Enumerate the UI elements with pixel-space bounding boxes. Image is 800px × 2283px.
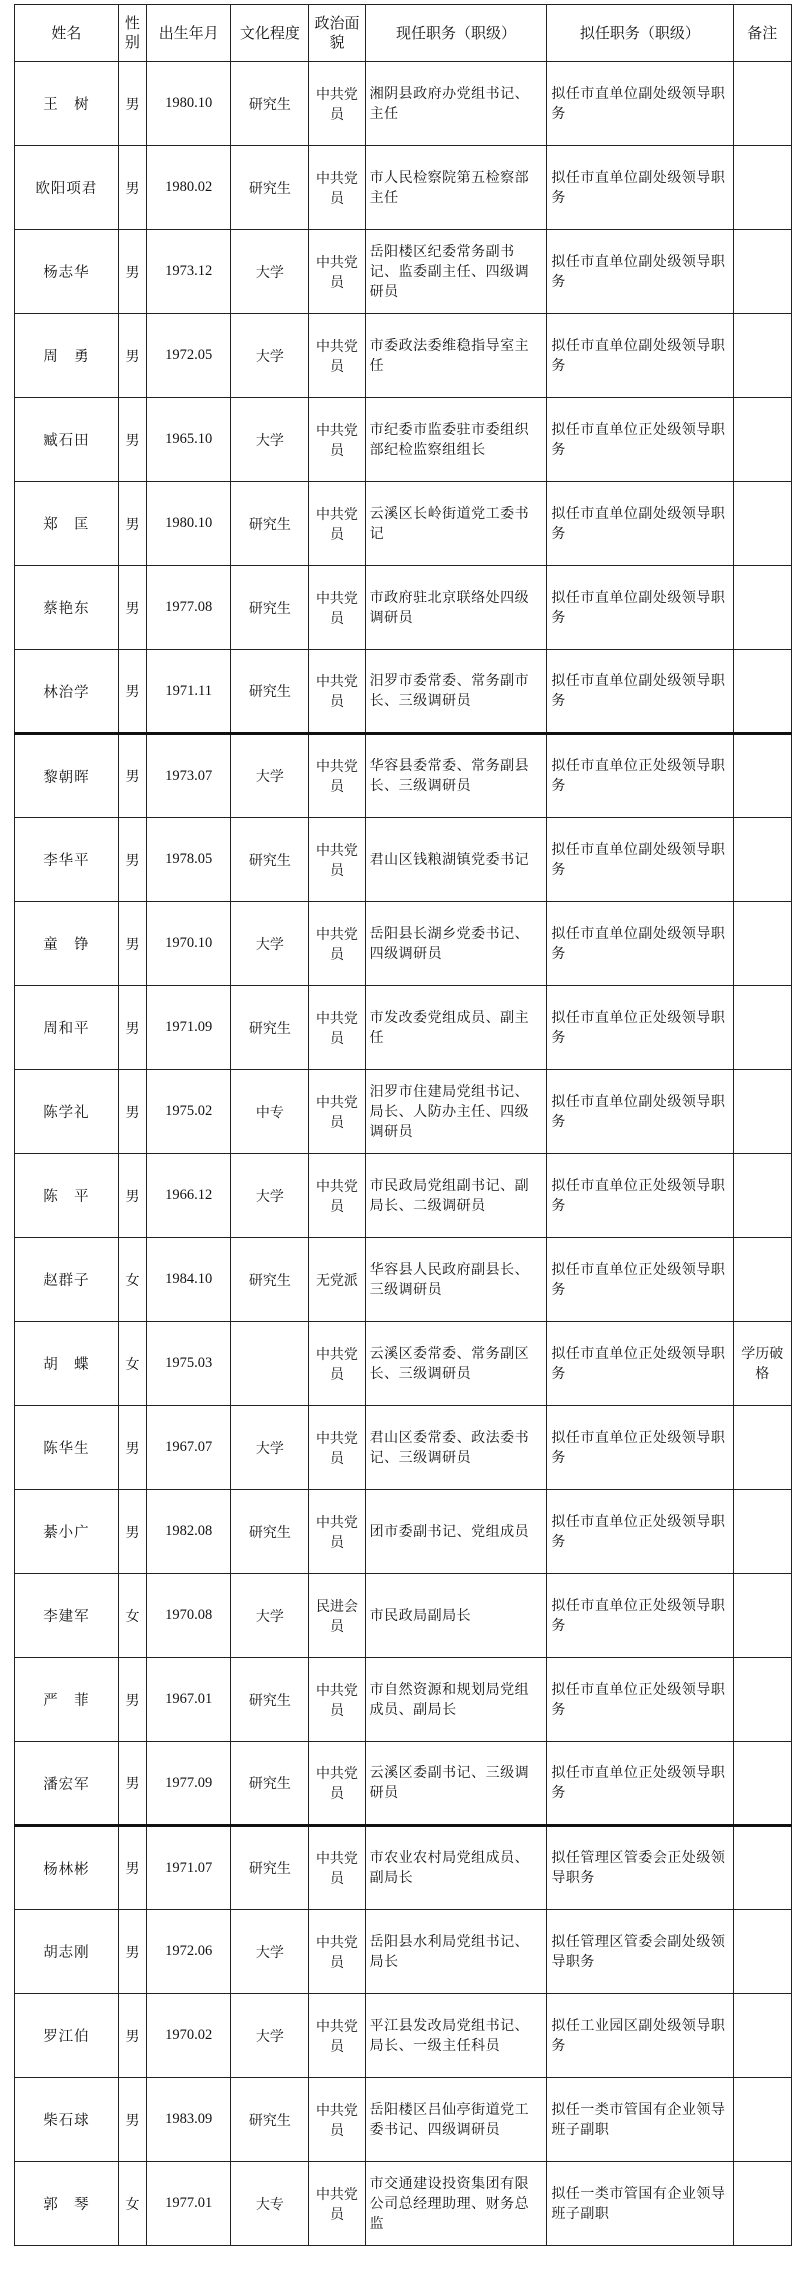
cell-proposed-post: 拟任市直单位副处级领导职务	[547, 482, 733, 566]
cell-note	[733, 986, 792, 1070]
table-row	[15, 146, 792, 230]
cell-politics: 中共党员	[309, 314, 365, 398]
cell-gender: 男	[118, 902, 146, 986]
cell-note	[733, 1910, 792, 1994]
cell-current-post: 市民政局副局长	[365, 1574, 547, 1658]
cell-education: 大学	[231, 1406, 309, 1490]
table-row	[15, 734, 792, 818]
cell-politics: 中共党员	[309, 1490, 365, 1574]
cell-education: 大学	[231, 1994, 309, 2078]
cell-proposed-post: 拟任市直单位副处级领导职务	[547, 230, 733, 314]
cell-proposed-post: 拟任市直单位副处级领导职务	[547, 650, 733, 734]
cell-politics: 中共党员	[309, 902, 365, 986]
cell-note	[733, 62, 792, 146]
cell-current-post: 华容县委常委、常务副县长、三级调研员	[365, 734, 547, 818]
cell-education: 研究生	[231, 818, 309, 902]
cell-politics: 中共党员	[309, 1322, 365, 1406]
table-row	[15, 230, 792, 314]
cell-politics: 中共党员	[309, 62, 365, 146]
cell-birth: 1970.10	[147, 902, 231, 986]
cell-gender: 男	[118, 230, 146, 314]
table-row	[15, 62, 792, 146]
table-row	[15, 566, 792, 650]
cell-note	[733, 1826, 792, 1910]
cell-education: 研究生	[231, 482, 309, 566]
cell-name: 李华平	[15, 818, 119, 902]
cell-education: 大学	[231, 1574, 309, 1658]
table-row	[15, 1490, 792, 1574]
cell-proposed-post: 拟任市直单位副处级领导职务	[547, 314, 733, 398]
cell-education: 大学	[231, 1910, 309, 1994]
cell-politics: 中共党员	[309, 1658, 365, 1742]
cell-name: 蔡艳东	[15, 566, 119, 650]
cell-gender: 女	[118, 2162, 146, 2246]
cell-proposed-post: 拟任市直单位正处级领导职务	[547, 734, 733, 818]
cell-note	[733, 818, 792, 902]
cell-education: 大学	[231, 398, 309, 482]
cell-birth: 1971.07	[147, 1826, 231, 1910]
table-row	[15, 1826, 792, 1910]
table-row	[15, 314, 792, 398]
cell-birth: 1978.05	[147, 818, 231, 902]
cell-current-post: 湘阴县政府办党组书记、主任	[365, 62, 547, 146]
cell-current-post: 市纪委市监委驻市委组织部纪检监察组组长	[365, 398, 547, 482]
cell-note	[733, 1238, 792, 1322]
cell-birth: 1984.10	[147, 1238, 231, 1322]
cell-politics: 中共党员	[309, 566, 365, 650]
cell-note	[733, 1574, 792, 1658]
cell-gender: 男	[118, 146, 146, 230]
table-row	[15, 650, 792, 734]
cell-birth: 1971.11	[147, 650, 231, 734]
cell-education: 研究生	[231, 986, 309, 1070]
cell-proposed-post: 拟任一类市管国有企业领导班子副职	[547, 2162, 733, 2246]
cell-note	[733, 1070, 792, 1154]
cell-name: 杨林彬	[15, 1826, 119, 1910]
cell-note	[733, 1406, 792, 1490]
table-row	[15, 1658, 792, 1742]
table-row	[15, 398, 792, 482]
cell-current-post: 华容县人民政府副县长、三级调研员	[365, 1238, 547, 1322]
cell-education: 研究生	[231, 2078, 309, 2162]
header-birth: 出生年月	[147, 5, 231, 62]
cell-note	[733, 398, 792, 482]
cell-politics: 中共党员	[309, 1406, 365, 1490]
header-note: 备注	[733, 5, 792, 62]
header-current-post: 现任职务（职级）	[365, 5, 547, 62]
cell-birth: 1977.08	[147, 566, 231, 650]
cell-current-post: 市委政法委维稳指导室主任	[365, 314, 547, 398]
cell-gender: 男	[118, 398, 146, 482]
cell-birth: 1980.10	[147, 482, 231, 566]
cell-politics: 中共党员	[309, 650, 365, 734]
cell-politics: 中共党员	[309, 482, 365, 566]
cell-note	[733, 1742, 792, 1826]
cell-birth: 1967.01	[147, 1658, 231, 1742]
cell-proposed-post: 拟任市直单位正处级领导职务	[547, 986, 733, 1070]
table-row	[15, 2162, 792, 2246]
cell-birth: 1980.02	[147, 146, 231, 230]
table-row	[15, 1742, 792, 1826]
cell-gender: 男	[118, 1070, 146, 1154]
cell-name: 陈 平	[15, 1154, 119, 1238]
cell-current-post: 平江县发改局党组书记、局长、一级主任科员	[365, 1994, 547, 2078]
cell-politics: 中共党员	[309, 1154, 365, 1238]
cell-proposed-post: 拟任市直单位副处级领导职务	[547, 146, 733, 230]
table-row	[15, 818, 792, 902]
cell-note	[733, 1154, 792, 1238]
cell-note	[733, 2162, 792, 2246]
cell-current-post: 团市委副书记、党组成员	[365, 1490, 547, 1574]
cell-politics: 中共党员	[309, 1742, 365, 1826]
cell-politics: 中共党员	[309, 1910, 365, 1994]
cell-gender: 男	[118, 986, 146, 1070]
cell-gender: 男	[118, 1658, 146, 1742]
cell-note	[733, 566, 792, 650]
cell-gender: 男	[118, 1154, 146, 1238]
cell-current-post: 岳阳楼区吕仙亭街道党工委书记、四级调研员	[365, 2078, 547, 2162]
cell-name: 胡志刚	[15, 1910, 119, 1994]
cell-current-post: 岳阳县长湖乡党委书记、四级调研员	[365, 902, 547, 986]
cell-gender: 男	[118, 1490, 146, 1574]
cell-note	[733, 1490, 792, 1574]
cell-education: 研究生	[231, 566, 309, 650]
cell-gender: 男	[118, 734, 146, 818]
cell-proposed-post: 拟任市直单位正处级领导职务	[547, 398, 733, 482]
cell-note	[733, 482, 792, 566]
cell-proposed-post: 拟任市直单位正处级领导职务	[547, 1406, 733, 1490]
cell-education: 研究生	[231, 1742, 309, 1826]
cell-proposed-post: 拟任市直单位正处级领导职务	[547, 1238, 733, 1322]
cell-education: 大学	[231, 1154, 309, 1238]
cell-birth: 1972.06	[147, 1910, 231, 1994]
cell-proposed-post: 拟任市直单位正处级领导职务	[547, 1658, 733, 1742]
cell-birth: 1967.07	[147, 1406, 231, 1490]
cell-note: 学历破格	[733, 1322, 792, 1406]
cell-birth: 1980.10	[147, 62, 231, 146]
cadre-roster-table	[14, 4, 792, 2246]
cell-name: 赵群子	[15, 1238, 119, 1322]
cell-current-post: 君山区钱粮湖镇党委书记	[365, 818, 547, 902]
cell-education: 研究生	[231, 1826, 309, 1910]
cell-gender: 女	[118, 1574, 146, 1658]
cell-name: 童 铮	[15, 902, 119, 986]
cell-education: 中专	[231, 1070, 309, 1154]
cell-gender: 男	[118, 1742, 146, 1826]
cell-birth: 1975.03	[147, 1322, 231, 1406]
cell-name: 郑 匡	[15, 482, 119, 566]
table-row	[15, 902, 792, 986]
cell-proposed-post: 拟任市直单位正处级领导职务	[547, 1154, 733, 1238]
table-row	[15, 2078, 792, 2162]
cell-note	[733, 734, 792, 818]
cell-politics: 中共党员	[309, 1826, 365, 1910]
cell-proposed-post: 拟任市直单位正处级领导职务	[547, 1574, 733, 1658]
cell-gender: 男	[118, 1826, 146, 1910]
cell-current-post: 云溪区长岭街道党工委书记	[365, 482, 547, 566]
cell-proposed-post: 拟任市直单位副处级领导职务	[547, 818, 733, 902]
cell-politics: 民进会员	[309, 1574, 365, 1658]
cell-name: 綦小广	[15, 1490, 119, 1574]
cell-education: 大专	[231, 2162, 309, 2246]
cell-current-post: 岳阳楼区纪委常务副书记、监委副主任、四级调研员	[365, 230, 547, 314]
table-row	[15, 1994, 792, 2078]
cell-note	[733, 2078, 792, 2162]
cell-note	[733, 146, 792, 230]
cell-proposed-post: 拟任工业园区副处级领导职务	[547, 1994, 733, 2078]
cell-proposed-post: 拟任市直单位副处级领导职务	[547, 1070, 733, 1154]
cell-birth: 1973.12	[147, 230, 231, 314]
cell-proposed-post: 拟任市直单位正处级领导职务	[547, 1742, 733, 1826]
cell-proposed-post: 拟任市直单位正处级领导职务	[547, 1490, 733, 1574]
cell-politics: 中共党员	[309, 818, 365, 902]
cell-birth: 1977.09	[147, 1742, 231, 1826]
cell-name: 林治学	[15, 650, 119, 734]
table-row	[15, 1238, 792, 1322]
cell-proposed-post: 拟任管理区管委会正处级领导职务	[547, 1826, 733, 1910]
cell-birth: 1965.10	[147, 398, 231, 482]
cell-name: 柴石球	[15, 2078, 119, 2162]
cell-proposed-post: 拟任市直单位正处级领导职务	[547, 1322, 733, 1406]
cell-education: 研究生	[231, 1490, 309, 1574]
cell-gender: 男	[118, 1910, 146, 1994]
cell-name: 陈华生	[15, 1406, 119, 1490]
cell-education: 研究生	[231, 146, 309, 230]
header-name: 姓名	[15, 5, 119, 62]
cell-education: 大学	[231, 734, 309, 818]
cell-gender: 男	[118, 1406, 146, 1490]
cell-education: 大学	[231, 230, 309, 314]
cell-name: 李建军	[15, 1574, 119, 1658]
cell-gender: 男	[118, 62, 146, 146]
cell-education: 大学	[231, 314, 309, 398]
cell-gender: 男	[118, 482, 146, 566]
cell-politics: 中共党员	[309, 2162, 365, 2246]
cell-current-post: 市人民检察院第五检察部主任	[365, 146, 547, 230]
cell-name: 周和平	[15, 986, 119, 1070]
cell-current-post: 市自然资源和规划局党组成员、副局长	[365, 1658, 547, 1742]
cell-birth: 1977.01	[147, 2162, 231, 2246]
cell-note	[733, 230, 792, 314]
cell-current-post: 汨罗市住建局党组书记、局长、人防办主任、四级调研员	[365, 1070, 547, 1154]
cell-politics: 中共党员	[309, 986, 365, 1070]
cell-gender: 男	[118, 1994, 146, 2078]
cell-name: 杨志华	[15, 230, 119, 314]
table-row	[15, 1322, 792, 1406]
cell-gender: 男	[118, 818, 146, 902]
cell-current-post: 市农业农村局党组成员、副局长	[365, 1826, 547, 1910]
cell-current-post: 市民政局党组副书记、副局长、二级调研员	[365, 1154, 547, 1238]
cell-politics: 中共党员	[309, 146, 365, 230]
cell-politics: 中共党员	[309, 1994, 365, 2078]
cell-birth: 1982.08	[147, 1490, 231, 1574]
cell-birth: 1971.09	[147, 986, 231, 1070]
cell-education	[231, 1322, 309, 1406]
table-row	[15, 1574, 792, 1658]
cell-note	[733, 902, 792, 986]
cell-name: 胡 蝶	[15, 1322, 119, 1406]
header-education: 文化程度	[231, 5, 309, 62]
cell-proposed-post: 拟任管理区管委会副处级领导职务	[547, 1910, 733, 1994]
cell-proposed-post: 拟任一类市管国有企业领导班子副职	[547, 2078, 733, 2162]
table-header	[15, 5, 792, 62]
cell-politics: 中共党员	[309, 398, 365, 482]
cell-gender: 男	[118, 314, 146, 398]
cell-name: 陈学礼	[15, 1070, 119, 1154]
cell-proposed-post: 拟任市直单位副处级领导职务	[547, 902, 733, 986]
table-row	[15, 1406, 792, 1490]
cell-proposed-post: 拟任市直单位副处级领导职务	[547, 62, 733, 146]
cell-politics: 中共党员	[309, 1070, 365, 1154]
cell-gender: 男	[118, 650, 146, 734]
cell-current-post: 汨罗市委常委、常务副市长、三级调研员	[365, 650, 547, 734]
cell-education: 大学	[231, 902, 309, 986]
table-row	[15, 1070, 792, 1154]
cell-name: 罗江伯	[15, 1994, 119, 2078]
table-body	[15, 62, 792, 2246]
cell-name: 王 树	[15, 62, 119, 146]
cell-name: 黎朝晖	[15, 734, 119, 818]
cell-gender: 女	[118, 1238, 146, 1322]
cell-note	[733, 650, 792, 734]
cell-birth: 1970.02	[147, 1994, 231, 2078]
cell-politics: 无党派	[309, 1238, 365, 1322]
cell-gender: 女	[118, 1322, 146, 1406]
cell-birth: 1972.05	[147, 314, 231, 398]
cell-current-post: 君山区委常委、政法委书记、三级调研员	[365, 1406, 547, 1490]
cell-gender: 男	[118, 2078, 146, 2162]
cell-politics: 中共党员	[309, 230, 365, 314]
cell-current-post: 云溪区委常委、常务副区长、三级调研员	[365, 1322, 547, 1406]
cell-birth: 1973.07	[147, 734, 231, 818]
cell-birth: 1975.02	[147, 1070, 231, 1154]
cell-politics: 中共党员	[309, 734, 365, 818]
cell-name: 潘宏军	[15, 1742, 119, 1826]
cell-politics: 中共党员	[309, 2078, 365, 2162]
cell-current-post: 市交通建设投资集团有限公司总经理助理、财务总监	[365, 2162, 547, 2246]
cell-current-post: 市政府驻北京联络处四级调研员	[365, 566, 547, 650]
cell-birth: 1966.12	[147, 1154, 231, 1238]
cell-birth: 1983.09	[147, 2078, 231, 2162]
table-row	[15, 482, 792, 566]
cell-current-post: 市发改委党组成员、副主任	[365, 986, 547, 1070]
table-row	[15, 1154, 792, 1238]
cell-education: 研究生	[231, 650, 309, 734]
cell-name: 郭 琴	[15, 2162, 119, 2246]
cell-education: 研究生	[231, 62, 309, 146]
cell-name: 周 勇	[15, 314, 119, 398]
cell-note	[733, 1994, 792, 2078]
cell-current-post: 岳阳县水利局党组书记、局长	[365, 1910, 547, 1994]
cell-birth: 1970.08	[147, 1574, 231, 1658]
cell-note	[733, 314, 792, 398]
header-politics: 政治面貌	[309, 5, 365, 62]
header-gender: 性别	[118, 5, 146, 62]
cell-name: 臧石田	[15, 398, 119, 482]
cell-education: 研究生	[231, 1238, 309, 1322]
cell-gender: 男	[118, 566, 146, 650]
cell-education: 研究生	[231, 1658, 309, 1742]
table-row	[15, 986, 792, 1070]
cell-current-post: 云溪区委副书记、三级调研员	[365, 1742, 547, 1826]
cell-name: 欧阳项君	[15, 146, 119, 230]
cell-proposed-post: 拟任市直单位副处级领导职务	[547, 566, 733, 650]
table-row	[15, 1910, 792, 1994]
cell-name: 严 菲	[15, 1658, 119, 1742]
header-proposed-post: 拟任职务（职级）	[547, 5, 733, 62]
cell-note	[733, 1658, 792, 1742]
